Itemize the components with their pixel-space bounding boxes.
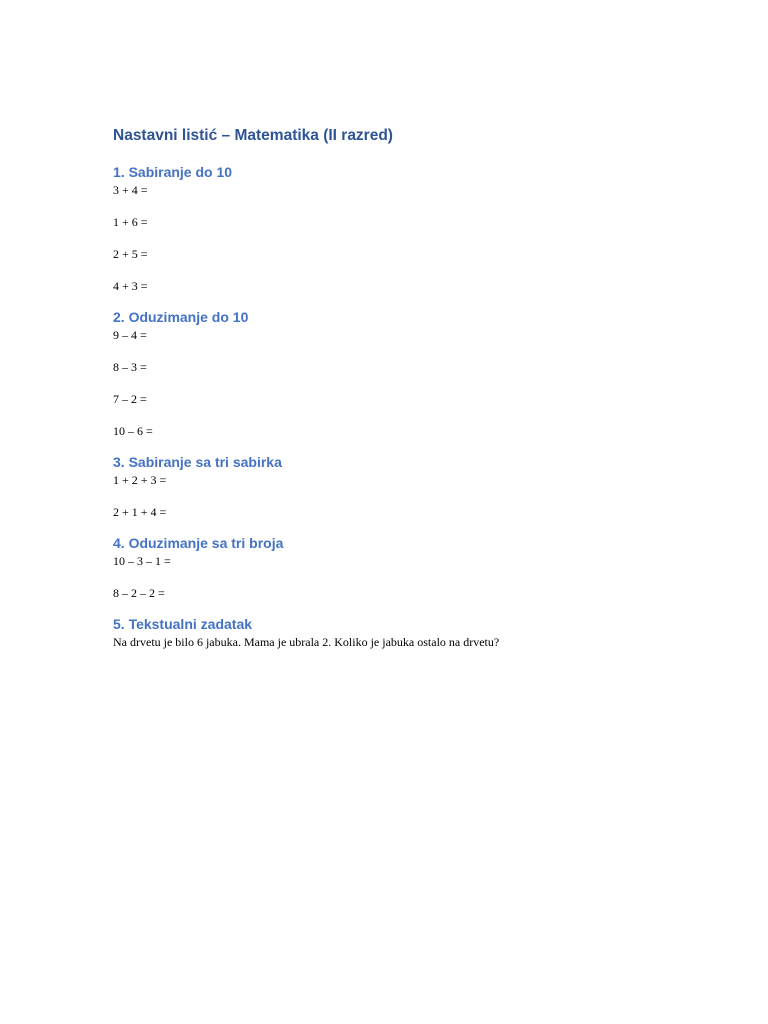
- exercise-line: 8 – 3 =: [113, 360, 147, 374]
- section-subtraction: [113, 306, 673, 438]
- section-three-subtraction: [113, 532, 673, 600]
- document-body: [113, 124, 673, 649]
- section-heading: 5. Tekstualni zadatak: [113, 616, 253, 632]
- section-addition: [113, 161, 673, 293]
- section-heading: 4. Oduzimanje sa tri broja: [113, 535, 284, 551]
- exercise-line: 3 + 4 =: [113, 183, 148, 197]
- exercise-line: 1 + 6 =: [113, 215, 148, 229]
- exercise-line: 9 – 4 =: [113, 328, 147, 342]
- exercise-line: 4 + 3 =: [113, 279, 148, 293]
- section-heading: 2. Oduzimanje do 10: [113, 309, 249, 325]
- word-problem-text: Na drvetu je bilo 6 jabuka. Mama je ubrala 2. Koliko je jabuka ostalo na drvetu?: [113, 635, 500, 649]
- exercise-line: 10 – 6 =: [113, 424, 153, 438]
- exercise-line: 1 + 2 + 3 =: [113, 473, 167, 487]
- exercise-line: 7 – 2 =: [113, 392, 147, 406]
- document-title: Nastavni listić – Matematika (II razred): [113, 127, 393, 144]
- exercise-line: 8 – 2 – 2 =: [113, 586, 165, 600]
- section-three-addends: [113, 451, 673, 519]
- section-heading: 3. Sabiranje sa tri sabirka: [113, 454, 282, 470]
- exercise-line: 2 + 5 =: [113, 247, 148, 261]
- section-word-problem: [113, 613, 673, 649]
- exercise-line: 2 + 1 + 4 =: [113, 505, 167, 519]
- exercise-line: 10 – 3 – 1 =: [113, 554, 171, 568]
- section-heading: 1. Sabiranje do 10: [113, 164, 233, 180]
